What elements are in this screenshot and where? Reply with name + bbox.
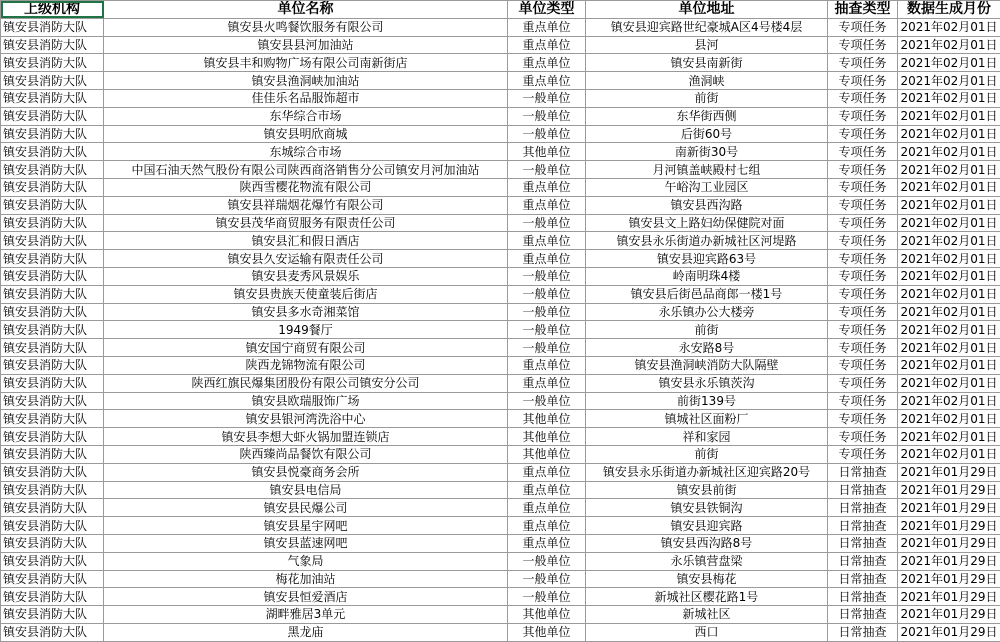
cell-unit-type[interactable]: 重点单位 [508, 374, 586, 392]
cell-parent-org[interactable]: 镇安县消防大队 [1, 36, 104, 54]
cell-parent-org[interactable]: 镇安县消防大队 [1, 232, 104, 250]
cell-inspection-type[interactable]: 专项任务 [828, 428, 898, 446]
cell-unit-address[interactable]: 永安路8号 [586, 339, 828, 357]
cell-data-month[interactable]: 2021年02月01日 [898, 285, 1000, 303]
table-row [1, 481, 1000, 499]
cell-data-month[interactable]: 2021年01月29日 [898, 606, 1000, 624]
cell-data-month[interactable]: 2021年02月01日 [898, 303, 1000, 321]
table-row [1, 392, 1000, 410]
table-row [1, 250, 1000, 268]
cell-unit-address[interactable]: 镇安县永乐街道办新城社区迎宾路20号 [586, 463, 828, 481]
cell-inspection-type[interactable]: 专项任务 [828, 214, 898, 232]
cell-unit-name[interactable]: 镇安县民爆公司 [104, 499, 508, 517]
cell-inspection-type[interactable]: 专项任务 [828, 267, 898, 285]
cell-unit-address[interactable]: 午峪沟工业园区 [586, 178, 828, 196]
cell-unit-type[interactable]: 重点单位 [508, 232, 586, 250]
cell-unit-type[interactable]: 一般单位 [508, 285, 586, 303]
table-row [1, 534, 1000, 552]
cell-parent-org[interactable]: 镇安县消防大队 [1, 570, 104, 588]
cell-data-month[interactable]: 2021年02月01日 [898, 232, 1000, 250]
cell-parent-org[interactable]: 镇安县消防大队 [1, 250, 104, 268]
cell-parent-org[interactable]: 镇安县消防大队 [1, 321, 104, 339]
cell-inspection-type[interactable]: 专项任务 [828, 250, 898, 268]
cell-data-month[interactable]: 2021年02月01日 [898, 54, 1000, 72]
cell-data-month[interactable]: 2021年02月01日 [898, 339, 1000, 357]
cell-unit-name[interactable]: 镇安县县河加油站 [104, 36, 508, 54]
cell-data-month[interactable]: 2021年01月29日 [898, 623, 1000, 641]
table-row [1, 178, 1000, 196]
cell-data-month[interactable]: 2021年02月01日 [898, 125, 1000, 143]
table-body [1, 18, 1000, 641]
cell-unit-address[interactable]: 镇安县后街邑品商郎一楼1号 [586, 285, 828, 303]
cell-unit-address[interactable]: 南新街30号 [586, 143, 828, 161]
cell-parent-org[interactable]: 镇安县消防大队 [1, 463, 104, 481]
cell-inspection-type[interactable]: 专项任务 [828, 303, 898, 321]
cell-unit-type[interactable]: 一般单位 [508, 161, 586, 179]
cell-unit-type[interactable]: 一般单位 [508, 588, 586, 606]
table-row [1, 374, 1000, 392]
cell-data-month[interactable]: 2021年02月01日 [898, 143, 1000, 161]
cell-data-month[interactable]: 2021年01月29日 [898, 534, 1000, 552]
cell-unit-address[interactable]: 月河镇盖峡殿村七组 [586, 161, 828, 179]
cell-unit-name[interactable]: 气象局 [104, 552, 508, 570]
cell-unit-name[interactable]: 镇安县蓝速网吧 [104, 534, 508, 552]
cell-data-month[interactable]: 2021年02月01日 [898, 89, 1000, 107]
cell-unit-name[interactable]: 镇安县恒爱酒店 [104, 588, 508, 606]
cell-unit-address[interactable]: 镇安县永乐街道办新城社区河堤路 [586, 232, 828, 250]
cell-unit-name[interactable]: 黑龙庙 [104, 623, 508, 641]
cell-unit-address[interactable]: 前街139号 [586, 392, 828, 410]
cell-unit-type[interactable]: 一般单位 [508, 339, 586, 357]
cell-inspection-type[interactable]: 日常抽查 [828, 463, 898, 481]
cell-unit-name[interactable]: 镇安县丰和购物广场有限公司南新街店 [104, 54, 508, 72]
cell-parent-org[interactable]: 镇安县消防大队 [1, 445, 104, 463]
cell-unit-type[interactable]: 其他单位 [508, 445, 586, 463]
cell-data-month[interactable]: 2021年02月01日 [898, 250, 1000, 268]
cell-unit-name[interactable]: 镇安县麦秀风景娱乐 [104, 267, 508, 285]
cell-unit-name[interactable]: 镇安县汇和假日酒店 [104, 232, 508, 250]
cell-inspection-type[interactable]: 日常抽查 [828, 570, 898, 588]
cell-data-month[interactable]: 2021年02月01日 [898, 161, 1000, 179]
cell-inspection-type[interactable]: 专项任务 [828, 392, 898, 410]
cell-inspection-type[interactable]: 专项任务 [828, 18, 898, 36]
cell-unit-name[interactable]: 佳佳乐名品服饰超市 [104, 89, 508, 107]
table-row [1, 410, 1000, 428]
cell-unit-name[interactable]: 镇安国宁商贸有限公司 [104, 339, 508, 357]
cell-unit-address[interactable]: 镇安县迎宾路63号 [586, 250, 828, 268]
cell-unit-type[interactable]: 其他单位 [508, 606, 586, 624]
cell-inspection-type[interactable]: 专项任务 [828, 54, 898, 72]
cell-data-month[interactable]: 2021年02月01日 [898, 445, 1000, 463]
cell-unit-name[interactable]: 镇安县多水奇湘菜馆 [104, 303, 508, 321]
cell-data-month[interactable]: 2021年02月01日 [898, 72, 1000, 90]
cell-parent-org[interactable]: 镇安县消防大队 [1, 143, 104, 161]
cell-inspection-type[interactable]: 专项任务 [828, 72, 898, 90]
header-cell-parent-org[interactable]: 上级机构 [1, 1, 104, 19]
cell-unit-address[interactable]: 岭南明珠4楼 [586, 267, 828, 285]
cell-parent-org[interactable]: 镇安县消防大队 [1, 552, 104, 570]
cell-unit-type[interactable]: 重点单位 [508, 499, 586, 517]
cell-unit-type[interactable]: 一般单位 [508, 570, 586, 588]
cell-unit-name[interactable]: 陕西红旗民爆集团股份有限公司镇安分公司 [104, 374, 508, 392]
table-row [1, 356, 1000, 374]
cell-data-month[interactable]: 2021年01月29日 [898, 552, 1000, 570]
cell-unit-type[interactable]: 重点单位 [508, 54, 586, 72]
cell-inspection-type[interactable]: 专项任务 [828, 178, 898, 196]
cell-unit-address[interactable]: 前街 [586, 89, 828, 107]
header-cell-unit-type[interactable]: 单位类型 [508, 1, 586, 19]
cell-parent-org[interactable]: 镇安县消防大队 [1, 196, 104, 214]
table-row [1, 72, 1000, 90]
cell-unit-type[interactable]: 重点单位 [508, 250, 586, 268]
cell-unit-name[interactable]: 镇安县星宇网吧 [104, 517, 508, 535]
cell-unit-type[interactable]: 其他单位 [508, 428, 586, 446]
cell-inspection-type[interactable]: 专项任务 [828, 410, 898, 428]
cell-unit-type[interactable]: 重点单位 [508, 18, 586, 36]
cell-unit-address[interactable]: 镇安县迎宾路 [586, 517, 828, 535]
cell-data-month[interactable]: 2021年02月01日 [898, 267, 1000, 285]
cell-unit-type[interactable]: 重点单位 [508, 72, 586, 90]
cell-inspection-type[interactable]: 日常抽查 [828, 552, 898, 570]
cell-unit-name[interactable]: 陕西雪樱花物流有限公司 [104, 178, 508, 196]
header-cell-data-month[interactable]: 数据生成月份 [898, 1, 1000, 19]
cell-data-month[interactable]: 2021年01月29日 [898, 570, 1000, 588]
cell-unit-name[interactable]: 东华综合市场 [104, 107, 508, 125]
cell-data-month[interactable]: 2021年02月01日 [898, 321, 1000, 339]
cell-unit-address[interactable]: 县河 [586, 36, 828, 54]
cell-inspection-type[interactable]: 专项任务 [828, 339, 898, 357]
cell-unit-type[interactable]: 一般单位 [508, 107, 586, 125]
cell-unit-name[interactable]: 镇安县渔洞峡加油站 [104, 72, 508, 90]
cell-parent-org[interactable]: 镇安县消防大队 [1, 481, 104, 499]
cell-unit-address[interactable]: 镇城社区面粉厂 [586, 410, 828, 428]
table-row [1, 107, 1000, 125]
cell-inspection-type[interactable]: 专项任务 [828, 445, 898, 463]
header-cell-unit-name[interactable]: 单位名称 [104, 1, 508, 19]
cell-unit-name[interactable]: 1949餐厅 [104, 321, 508, 339]
cell-inspection-type[interactable]: 专项任务 [828, 356, 898, 374]
cell-unit-address[interactable]: 镇安县永乐镇茨沟 [586, 374, 828, 392]
cell-inspection-type[interactable]: 专项任务 [828, 161, 898, 179]
cell-unit-address[interactable]: 前街 [586, 445, 828, 463]
header-cell-unit-address[interactable]: 单位地址 [586, 1, 828, 19]
cell-inspection-type[interactable]: 日常抽查 [828, 534, 898, 552]
cell-unit-type[interactable]: 一般单位 [508, 267, 586, 285]
table-row [1, 321, 1000, 339]
cell-unit-name[interactable]: 镇安县电信局 [104, 481, 508, 499]
table-row [1, 285, 1000, 303]
cell-unit-type[interactable]: 重点单位 [508, 196, 586, 214]
cell-unit-address[interactable]: 西口 [586, 623, 828, 641]
table-row [1, 36, 1000, 54]
cell-parent-org[interactable]: 镇安县消防大队 [1, 588, 104, 606]
cell-inspection-type[interactable]: 日常抽查 [828, 623, 898, 641]
table-row [1, 143, 1000, 161]
cell-unit-name[interactable]: 镇安县贵族天使童装后街店 [104, 285, 508, 303]
cell-unit-type[interactable]: 重点单位 [508, 178, 586, 196]
cell-unit-address[interactable]: 东华街西侧 [586, 107, 828, 125]
cell-unit-address[interactable]: 镇安县梅花 [586, 570, 828, 588]
cell-data-month[interactable]: 2021年01月29日 [898, 463, 1000, 481]
cell-unit-name[interactable]: 陕西臻尚品餐饮有限公司 [104, 445, 508, 463]
cell-inspection-type[interactable]: 专项任务 [828, 89, 898, 107]
cell-parent-org[interactable]: 镇安县消防大队 [1, 392, 104, 410]
cell-unit-address[interactable]: 镇安县铁铜沟 [586, 499, 828, 517]
cell-data-month[interactable]: 2021年02月01日 [898, 36, 1000, 54]
cell-data-month[interactable]: 2021年02月01日 [898, 196, 1000, 214]
cell-parent-org[interactable]: 镇安县消防大队 [1, 410, 104, 428]
cell-unit-address[interactable]: 新城社区 [586, 606, 828, 624]
table-row [1, 196, 1000, 214]
cell-unit-name[interactable]: 湖畔雅居3单元 [104, 606, 508, 624]
cell-parent-org[interactable]: 镇安县消防大队 [1, 517, 104, 535]
cell-parent-org[interactable]: 镇安县消防大队 [1, 534, 104, 552]
table-row [1, 552, 1000, 570]
table-row [1, 232, 1000, 250]
table-row [1, 588, 1000, 606]
cell-data-month[interactable]: 2021年02月01日 [898, 374, 1000, 392]
cell-data-month[interactable]: 2021年01月29日 [898, 588, 1000, 606]
header-row [1, 1, 1000, 19]
cell-unit-type[interactable]: 一般单位 [508, 214, 586, 232]
cell-unit-name[interactable]: 镇安县李想大虾火锅加盟连锁店 [104, 428, 508, 446]
cell-unit-type[interactable]: 一般单位 [508, 321, 586, 339]
cell-unit-name[interactable]: 镇安县悦豪商务会所 [104, 463, 508, 481]
cell-data-month[interactable]: 2021年01月29日 [898, 499, 1000, 517]
cell-unit-type[interactable]: 重点单位 [508, 517, 586, 535]
table-row [1, 445, 1000, 463]
cell-inspection-type[interactable]: 日常抽查 [828, 606, 898, 624]
cell-inspection-type[interactable]: 专项任务 [828, 374, 898, 392]
cell-parent-org[interactable]: 镇安县消防大队 [1, 285, 104, 303]
cell-inspection-type[interactable]: 专项任务 [828, 125, 898, 143]
cell-unit-address[interactable]: 永乐镇营盘梁 [586, 552, 828, 570]
cell-inspection-type[interactable]: 专项任务 [828, 196, 898, 214]
cell-unit-address[interactable]: 渔洞峡 [586, 72, 828, 90]
cell-inspection-type[interactable]: 专项任务 [828, 36, 898, 54]
cell-parent-org[interactable]: 镇安县消防大队 [1, 428, 104, 446]
cell-unit-name[interactable]: 梅花加油站 [104, 570, 508, 588]
cell-parent-org[interactable]: 镇安县消防大队 [1, 125, 104, 143]
cell-unit-address[interactable]: 镇安县迎宾路世纪豪城A区4号楼4层 [586, 18, 828, 36]
cell-parent-org[interactable]: 镇安县消防大队 [1, 499, 104, 517]
table-row [1, 570, 1000, 588]
cell-data-month[interactable]: 2021年02月01日 [898, 392, 1000, 410]
cell-data-month[interactable]: 2021年02月01日 [898, 356, 1000, 374]
cell-parent-org[interactable]: 镇安县消防大队 [1, 18, 104, 36]
cell-unit-type[interactable]: 一般单位 [508, 303, 586, 321]
cell-parent-org[interactable]: 镇安县消防大队 [1, 161, 104, 179]
cell-unit-type[interactable]: 重点单位 [508, 481, 586, 499]
cell-parent-org[interactable]: 镇安县消防大队 [1, 72, 104, 90]
table-row [1, 54, 1000, 72]
cell-unit-address[interactable]: 镇安县南新街 [586, 54, 828, 72]
cell-data-month[interactable]: 2021年02月01日 [898, 18, 1000, 36]
cell-parent-org[interactable]: 镇安县消防大队 [1, 623, 104, 641]
cell-inspection-type[interactable]: 专项任务 [828, 107, 898, 125]
table-row [1, 428, 1000, 446]
cell-inspection-type[interactable]: 专项任务 [828, 143, 898, 161]
cell-unit-type[interactable]: 重点单位 [508, 463, 586, 481]
cell-unit-name[interactable]: 镇安县久安运输有限责任公司 [104, 250, 508, 268]
cell-inspection-type[interactable]: 专项任务 [828, 321, 898, 339]
table-row [1, 125, 1000, 143]
cell-unit-address[interactable]: 后街60号 [586, 125, 828, 143]
cell-unit-address[interactable]: 前街 [586, 321, 828, 339]
table-row [1, 18, 1000, 36]
cell-inspection-type[interactable]: 日常抽查 [828, 588, 898, 606]
cell-parent-org[interactable]: 镇安县消防大队 [1, 107, 104, 125]
cell-unit-type[interactable]: 重点单位 [508, 36, 586, 54]
cell-inspection-type[interactable]: 专项任务 [828, 232, 898, 250]
cell-unit-type[interactable]: 一般单位 [508, 125, 586, 143]
cell-parent-org[interactable]: 镇安县消防大队 [1, 89, 104, 107]
cell-inspection-type[interactable]: 日常抽查 [828, 499, 898, 517]
cell-data-month[interactable]: 2021年02月01日 [898, 178, 1000, 196]
cell-data-month[interactable]: 2021年02月01日 [898, 214, 1000, 232]
cell-inspection-type[interactable]: 日常抽查 [828, 517, 898, 535]
cell-parent-org[interactable]: 镇安县消防大队 [1, 374, 104, 392]
table-row [1, 339, 1000, 357]
cell-unit-type[interactable]: 其他单位 [508, 410, 586, 428]
cell-data-month[interactable]: 2021年02月01日 [898, 428, 1000, 446]
table-row [1, 303, 1000, 321]
cell-unit-type[interactable]: 一般单位 [508, 89, 586, 107]
table-row [1, 267, 1000, 285]
cell-unit-name[interactable]: 镇安县明欣商城 [104, 125, 508, 143]
cell-parent-org[interactable]: 镇安县消防大队 [1, 339, 104, 357]
cell-parent-org[interactable]: 镇安县消防大队 [1, 214, 104, 232]
table-row [1, 606, 1000, 624]
cell-unit-address[interactable]: 新城社区樱花路1号 [586, 588, 828, 606]
cell-unit-name[interactable]: 镇安县祥瑞烟花爆竹有限公司 [104, 196, 508, 214]
cell-unit-type[interactable]: 一般单位 [508, 392, 586, 410]
cell-parent-org[interactable]: 镇安县消防大队 [1, 356, 104, 374]
table-row [1, 214, 1000, 232]
cell-unit-type[interactable]: 其他单位 [508, 143, 586, 161]
cell-parent-org[interactable]: 镇安县消防大队 [1, 606, 104, 624]
cell-data-month[interactable]: 2021年01月29日 [898, 481, 1000, 499]
cell-unit-address[interactable]: 永乐镇办公大楼旁 [586, 303, 828, 321]
cell-data-month[interactable]: 2021年02月01日 [898, 107, 1000, 125]
cell-unit-name[interactable]: 东城综合市场 [104, 143, 508, 161]
cell-unit-type[interactable]: 重点单位 [508, 356, 586, 374]
cell-unit-address[interactable]: 镇安县文上路妇幼保健院对面 [586, 214, 828, 232]
cell-inspection-type[interactable]: 专项任务 [828, 285, 898, 303]
cell-unit-address[interactable]: 镇安县渔洞峡消防大队隔壁 [586, 356, 828, 374]
cell-parent-org[interactable]: 镇安县消防大队 [1, 54, 104, 72]
cell-data-month[interactable]: 2021年02月01日 [898, 410, 1000, 428]
cell-unit-name[interactable]: 镇安县银河湾洗浴中心 [104, 410, 508, 428]
cell-unit-address[interactable]: 镇安县前街 [586, 481, 828, 499]
cell-unit-name[interactable]: 中国石油天然气股份有限公司陕西商洛销售分公司镇安月河加油站 [104, 161, 508, 179]
table-row [1, 161, 1000, 179]
cell-unit-address[interactable]: 镇安县西沟路 [586, 196, 828, 214]
cell-unit-name[interactable]: 镇安县火鸣餐饮服务有限公司 [104, 18, 508, 36]
cell-parent-org[interactable]: 镇安县消防大队 [1, 303, 104, 321]
cell-unit-name[interactable]: 陕西龙锦物流有限公司 [104, 356, 508, 374]
cell-parent-org[interactable]: 镇安县消防大队 [1, 267, 104, 285]
table-row [1, 89, 1000, 107]
table-row [1, 499, 1000, 517]
table-row [1, 463, 1000, 481]
cell-unit-type[interactable]: 一般单位 [508, 552, 586, 570]
cell-unit-address[interactable]: 祥和家园 [586, 428, 828, 446]
cell-unit-type[interactable]: 其他单位 [508, 623, 586, 641]
cell-unit-type[interactable]: 重点单位 [508, 534, 586, 552]
cell-unit-address[interactable]: 镇安县西沟路8号 [586, 534, 828, 552]
cell-inspection-type[interactable]: 日常抽查 [828, 481, 898, 499]
header-cell-inspection-type[interactable]: 抽查类型 [828, 1, 898, 19]
table-row [1, 517, 1000, 535]
cell-unit-name[interactable]: 镇安县茂华商贸服务有限责任公司 [104, 214, 508, 232]
cell-data-month[interactable]: 2021年01月29日 [898, 517, 1000, 535]
cell-parent-org[interactable]: 镇安县消防大队 [1, 178, 104, 196]
cell-unit-name[interactable]: 镇安县欧瑞服饰广场 [104, 392, 508, 410]
